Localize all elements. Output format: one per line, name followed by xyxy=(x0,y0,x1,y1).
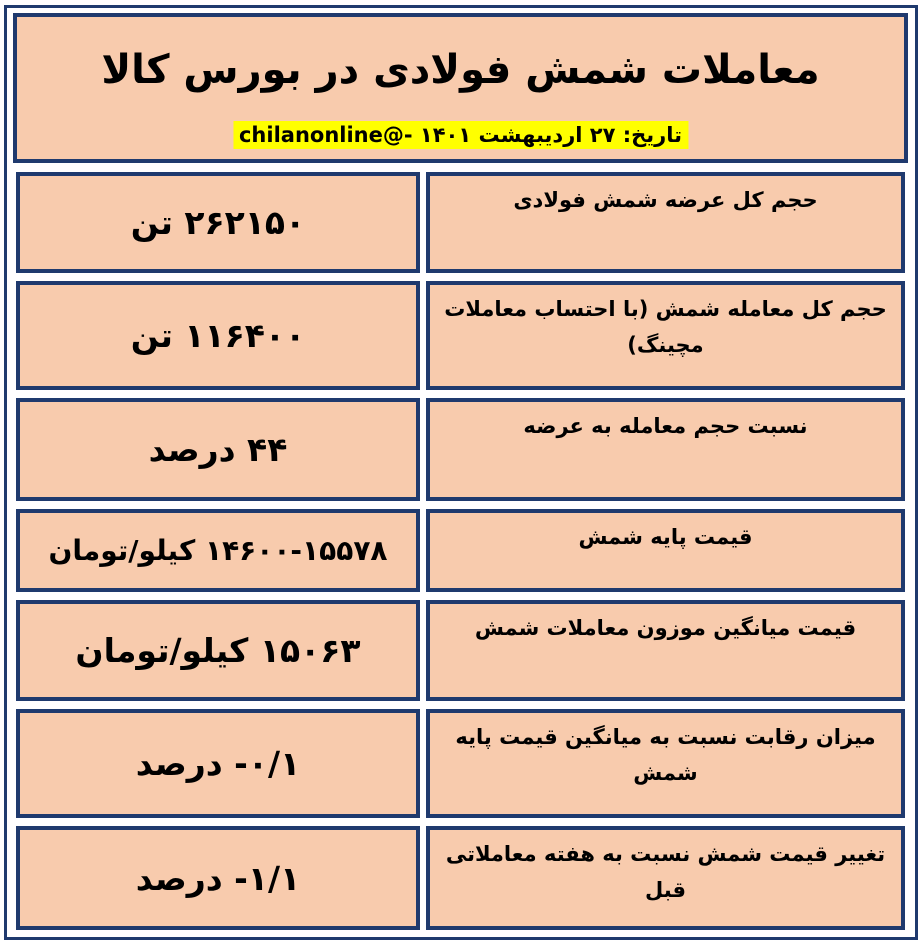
value-cell xyxy=(16,709,420,818)
label-cell xyxy=(426,509,905,592)
value-cell xyxy=(16,172,420,273)
label-cell xyxy=(426,172,905,273)
value-cell xyxy=(16,281,420,390)
value-cell xyxy=(16,509,420,592)
label-weekly-change: تغییر قیمت شمش نسبت به هفته معاملاتی قبل xyxy=(445,842,886,902)
label-cell xyxy=(426,398,905,501)
label-cell xyxy=(426,709,905,818)
page-title: معاملات شمش فولادی در بورس کالا xyxy=(101,47,820,93)
value-total-supply: ۲۶۲۱۵۰ تن xyxy=(130,203,306,242)
value-total-traded: ۱۱۶۴۰۰ تن xyxy=(130,316,306,355)
label-competition: میزان رقابت نسبت به میانگین قیمت پایه شمش xyxy=(455,725,876,785)
value-weekly-change: ۱/۱- درصد xyxy=(135,858,301,898)
label-weighted-average: قیمت میانگین موزون معاملات شمش xyxy=(474,616,857,640)
value-cell xyxy=(16,600,420,701)
value-trade-ratio: ۴۴ درصد xyxy=(148,430,288,469)
date-line: تاریخ: ۲۷ اردیبهشت ۱۴۰۱ -@chilanonline xyxy=(233,121,688,149)
label-total-traded: حجم کل معامله شمش (با احتساب معاملات مچینگ) xyxy=(444,297,887,357)
label-cell xyxy=(426,600,905,701)
value-cell xyxy=(16,826,420,930)
label-total-supply: حجم کل عرضه شمش فولادی xyxy=(513,188,818,212)
value-weighted-average: ۱۵۰۶۳ کیلو/تومان xyxy=(75,631,361,670)
label-base-price: قیمت پایه شمش xyxy=(578,525,753,549)
label-cell xyxy=(426,281,905,390)
label-trade-ratio: نسبت حجم معامله به عرضه xyxy=(523,414,808,438)
value-base-price: ۱۴۶۰۰-۱۵۵۷۸ کیلو/تومان xyxy=(48,534,388,567)
value-competition: ۰/۱- درصد xyxy=(135,744,301,783)
label-cell xyxy=(426,826,905,930)
title-cell xyxy=(13,13,908,163)
value-cell xyxy=(16,398,420,501)
